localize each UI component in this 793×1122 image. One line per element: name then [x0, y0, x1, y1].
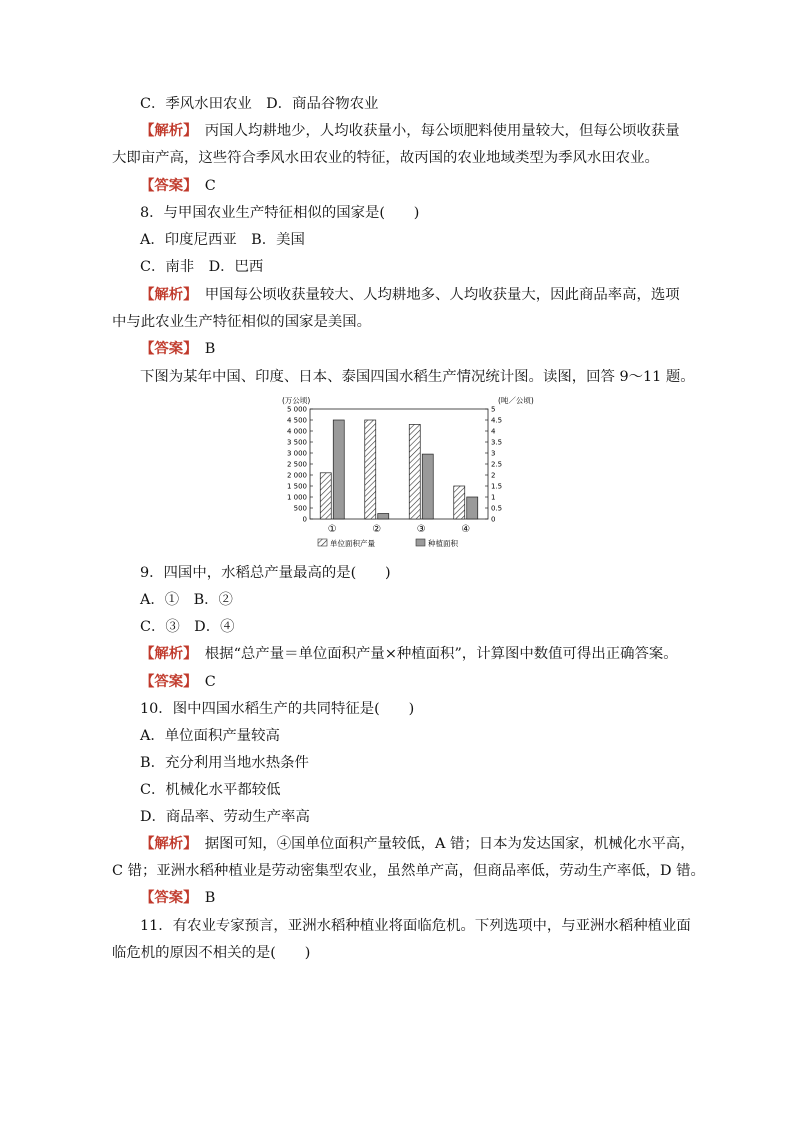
legend-yield: 单位面积产量	[330, 539, 375, 548]
left-tick-label: 3 500	[286, 438, 307, 447]
q10-option-b: B．充分利用当地水热条件	[140, 755, 309, 771]
q9-analysis	[140, 644, 678, 664]
right-tick-label: 0	[491, 515, 496, 524]
legend-area: 种植面积	[428, 539, 458, 548]
left-tick-label: 500	[293, 504, 307, 513]
answer-tag: 【答案】	[140, 177, 191, 194]
right-tick-label: 2	[491, 471, 496, 480]
answer-value: C	[204, 178, 216, 194]
right-tick-label: 3	[491, 449, 496, 458]
right-tick-label: 4	[491, 427, 496, 436]
right-axis-label: (吨／公顷)	[498, 396, 534, 405]
category-label-3: ③	[416, 524, 426, 535]
analysis-text: 甲国每公顷收获量较大、人均耕地多、人均收获量大，因此商品率高，选项	[204, 287, 680, 303]
legend-hatched-swatch	[318, 539, 327, 546]
q10-analysis-line-1	[140, 834, 695, 854]
analysis-tag: 【解析】	[140, 122, 191, 139]
q8-analysis-line-2: 中与此农业生产特征相似的国家是美国。	[112, 314, 372, 330]
answer-tag: 【答案】	[140, 340, 191, 357]
bar-yield-4	[454, 486, 465, 519]
q9-options-ab: A．① B．②	[140, 592, 233, 608]
q9-options-cd: C．③ D．④	[140, 619, 235, 635]
left-tick-label: 2 500	[286, 460, 307, 469]
q7-answer	[140, 176, 216, 196]
q8-analysis-line-1	[140, 285, 680, 305]
left-tick-label: 4 000	[286, 427, 307, 436]
category-label-4: ④	[461, 524, 471, 535]
bar-yield-3	[409, 424, 420, 519]
answer-tag: 【答案】	[140, 889, 191, 906]
category-label-2: ②	[372, 524, 382, 535]
q9-stem: 9．四国中，水稻总产量最高的是( )	[140, 565, 391, 581]
q7-analysis-line-1	[140, 121, 680, 141]
analysis-text: 根据“总产量＝单位面积产量×种植面积”，计算图中数值可得出正确答案。	[204, 646, 678, 662]
bar-area-4	[467, 497, 478, 519]
bar-area-1	[333, 420, 344, 519]
analysis-text: 据图可知，④国单位面积产量较低，A 错；日本为发达国家，机械化水平高，	[204, 836, 695, 852]
left-tick-label: 2 000	[286, 471, 307, 480]
bar-yield-2	[365, 420, 376, 519]
left-axis-label: (万公顷)	[282, 396, 311, 405]
right-tick-label: 3.5	[491, 438, 503, 447]
q8-options-ab: A．印度尼西亚 B．美国	[140, 232, 305, 248]
bar-yield-1	[320, 473, 331, 519]
analysis-text: 丙国人均耕地少，人均收获量小，每公顷肥料使用量较大，但每公顷收获量	[204, 123, 680, 139]
q10-answer	[140, 888, 215, 908]
analysis-tag: 【解析】	[140, 835, 191, 852]
analysis-tag: 【解析】	[140, 286, 191, 303]
q10-stem: 10．图中四国水稻生产的共同特征是( )	[140, 701, 415, 717]
q10-option-d: D．商品率、劳动生产率高	[140, 809, 310, 825]
bar-area-2	[378, 514, 389, 520]
right-tick-label: 5	[491, 405, 496, 414]
left-tick-label: 0	[302, 515, 307, 524]
q11-stem-line-1: 11．有农业专家预言，亚洲水稻种植业将面临危机。下列选项中，与亚洲水稻种植业面	[140, 918, 691, 934]
left-tick-label: 1 500	[286, 482, 307, 491]
right-tick-label: 1	[491, 493, 496, 502]
q11-stem-line-2: 临危机的原因不相关的是( )	[112, 945, 311, 961]
q7-options-cd: C．季风水田农业 D．商品谷物农业	[140, 96, 379, 112]
right-tick-label: 0.5	[491, 504, 503, 513]
answer-value: B	[204, 890, 216, 906]
q8-stem: 8．与甲国农业生产特征相似的国家是( )	[140, 205, 420, 221]
q9-answer	[140, 672, 216, 692]
legend-gray-swatch	[416, 539, 425, 546]
left-tick-label: 5 000	[286, 405, 307, 414]
answer-tag: 【答案】	[140, 673, 191, 690]
right-tick-label: 4.5	[491, 416, 503, 425]
q7-analysis-line-2: 大即亩产高，这些符合季风水田农业的特征，故丙国的农业地域类型为季风水田农业。	[112, 150, 659, 166]
category-label-1: ①	[327, 524, 337, 535]
right-tick-label: 1.5	[491, 482, 503, 491]
q8-answer	[140, 339, 215, 359]
answer-value: C	[204, 674, 216, 690]
q10-analysis-line-2: C 错；亚洲水稻种植业是劳动密集型农业，虽然单产高，但商品率低，劳动生产率低，D 错。	[112, 863, 705, 879]
left-tick-label: 4 500	[286, 416, 307, 425]
left-tick-label: 1 000	[286, 493, 307, 502]
q8-options-cd: C．南非 D．巴西	[140, 259, 264, 275]
right-tick-label: 2.5	[491, 460, 503, 469]
q10-option-c: C．机械化水平都较低	[140, 782, 281, 798]
rice-production-chart	[270, 393, 534, 558]
analysis-tag: 【解析】	[140, 645, 191, 662]
answer-value: B	[204, 341, 216, 357]
left-tick-label: 3 000	[286, 449, 307, 458]
q10-option-a: A．单位面积产量较高	[140, 728, 280, 744]
chart-intro: 下图为某年中国、印度、日本、泰国四国水稻生产情况统计图。读图，回答 9～11 题。	[140, 369, 695, 385]
bar-area-3	[422, 454, 433, 519]
